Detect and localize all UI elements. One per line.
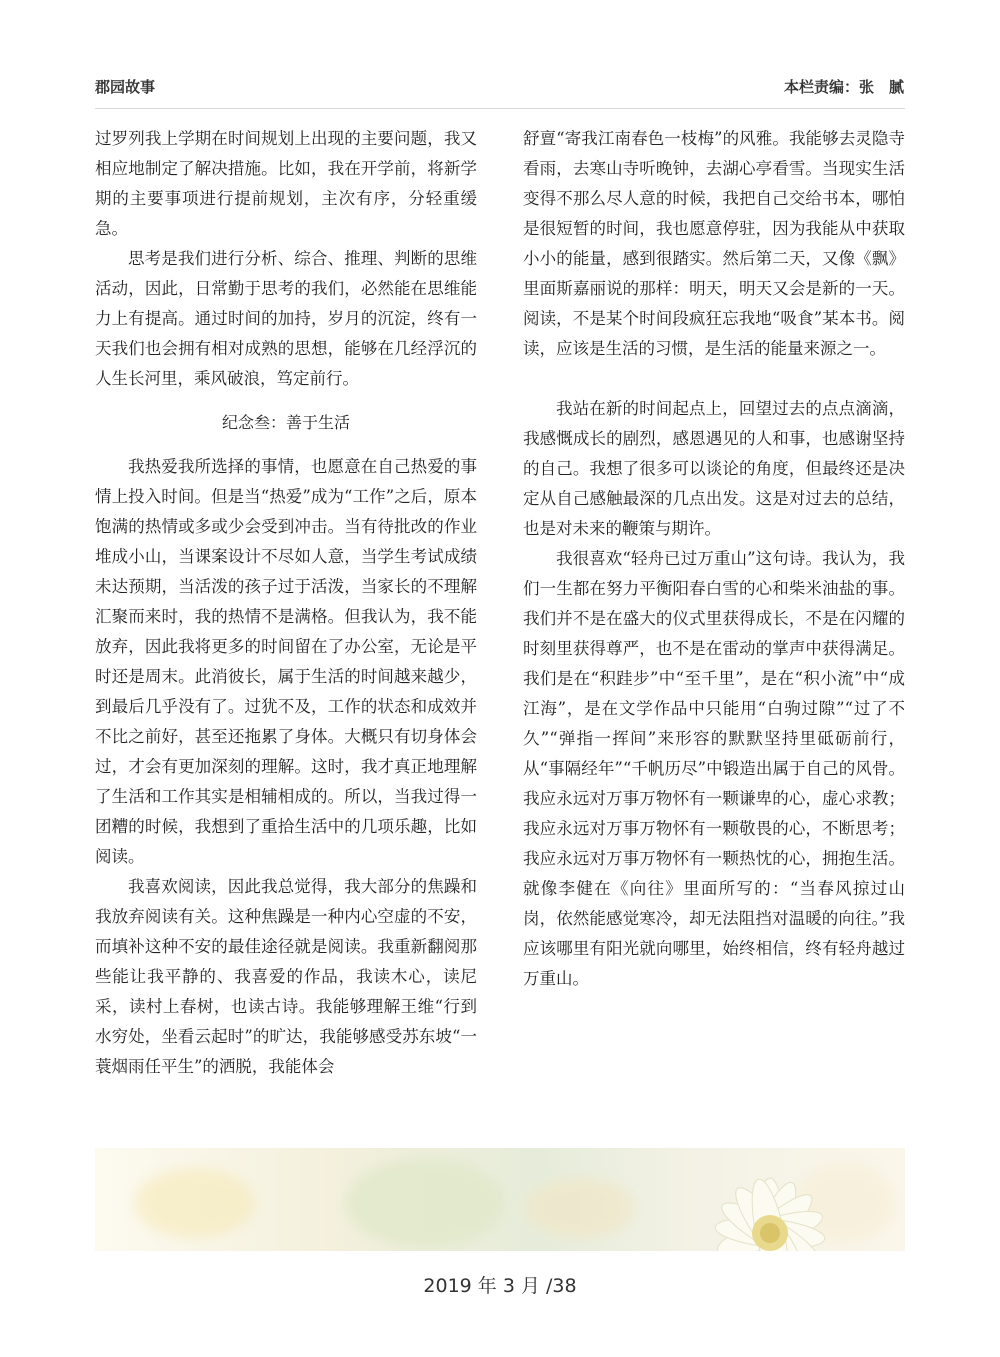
column-editor: 本栏责编：张 腻 [783, 78, 904, 96]
paragraph: 我站在新的时间起点上，回望过去的点点滴滴，我感慨成长的剧烈，感恩遇见的人和事，也感谢坚持的自己。我想了很多可以谈论的角度，但最终还是决定从自己感触最深的几点出发。这是对过去的总结，也是对未来的鞭策与期许。 [523, 399, 905, 538]
paragraph: 我热爱我所选择的事情，也愿意在自己热爱的事情上投入时间。但是当“热爱”成为“工作”之后，原本饱满的热情或多或少会受到冲击。当有待批改的作业堆成小山，当课案设计不尽如人意，当学生考试成绩未达预期，当活泼的孩子过于活泼，当家长的不理解汇聚而来时，我的热情不是满格。但我认为，我不能放弃，因此我将更多的时间留在了办公室，无论是平时还是周末。此消彼长，属于生活的时间越来越少，到最后几乎没有了。过犹不及，工作的状态和成效并不比之前好，甚至还拖累了身体。大概只有切身体会过，才会有更加深刻的理解。这时，我才真正地理解了生活和工作其实是相辅相成的。所以，当我过得一团糟的时候，我想到了重拾生活中的几项乐趣，比如阅读。 [95, 457, 477, 866]
paragraph-spacer [523, 364, 905, 394]
paragraph: 过罗列我上学期在时间规划上出现的主要问题，我又相应地制定了解决措施。比如，我在开学前，将新学期的主要事项进行提前规划，主次有序，分轻重缓急。 [95, 129, 477, 238]
flower-banner-image [95, 1148, 905, 1251]
blur-highlight [525, 1178, 635, 1238]
paragraph: 我很喜欢“轻舟已过万重山”这句诗。我认为，我们一生都在努力平衡阳春白雪的心和柴米油盐的事。我们并不是在盛大的仪式里获得成长，不是在闪耀的时刻里获得尊严，也不是在雷动的掌声中获得满足。我们是在“积跬步”中“至千里”，是在“积小流”中“成江海”，是在文学作品中只能用“白驹过隙”“过了不久”“弹指一挥间”来形容的默默坚持里砥砺前行，从“事隔经年”“千帆历尽”中锻造出属于自己的风骨。我应永远对万事万物怀有一颗谦卑的心，虚心求教；我应永远对万事万物怀有一颗敬畏的心，不断思考；我应永远对万事万物怀有一颗热忱的心，拥抱生活。就像李健在《向往》里面所写的：“当春风掠过山岗，依然能感觉寒冷，却无法阻挡对温暖的向往。”我应该哪里有阳光就向哪里，始终相信，终有轻舟越过万重山。 [523, 549, 905, 988]
page-number: 2019 年 3 月 /38 [423, 1275, 577, 1297]
left-column [95, 124, 477, 1082]
paragraph: 舒亶“寄我江南春色一枝梅”的风雅。我能够去灵隐寺看雨，去寒山寺听晚钟，去湖心亭看雪。当现实生活变得不那么尽人意的时候，我把自己交给书本，哪怕是很短暂的时间，我也愿意停驻，因为我能从中获取小小的能量，感到很踏实。然后第二天，又像《飘》里面斯嘉丽说的那样：明天，明天又会是新的一天。阅读，不是某个时间段疯狂忘我地“吸食”某本书。阅读，应该是生活的习惯，是生活的能量来源之一。 [523, 129, 905, 358]
right-column [523, 124, 905, 994]
paragraph: 我喜欢阅读，因此我总觉得，我大部分的焦躁和我放弃阅读有关。这种焦躁是一种内心空虚的不安，而填补这种不安的最佳途径就是阅读。我重新翻阅那些能让我平静的、我喜爱的作品，我读木心，读尼采，读村上春树，也读古诗。我能够理解王维“行到水穷处，坐看云起时”的旷达，我能够感受苏东坡“一蓑烟雨任平生”的洒脱，我能体会 [95, 877, 477, 1076]
section-title: 郡园故事 [95, 78, 156, 96]
blur-highlight [345, 1158, 505, 1248]
paragraph: 思考是我们进行分析、综合、推理、判断的思维活动，因此，日常勤于思考的我们，必然能在思维能力上有提高。通过时间的加持，岁月的沉淀，终有一天我们也会拥有相对成熟的思想，能够在几经浮沉的人生长河里，乘风破浪，笃定前行。 [95, 249, 477, 388]
daisy-flower-icon [695, 1158, 845, 1251]
section-heading: 纪念叁：善于生活 [221, 413, 350, 432]
header-divider [95, 108, 905, 109]
blur-highlight [135, 1168, 255, 1238]
